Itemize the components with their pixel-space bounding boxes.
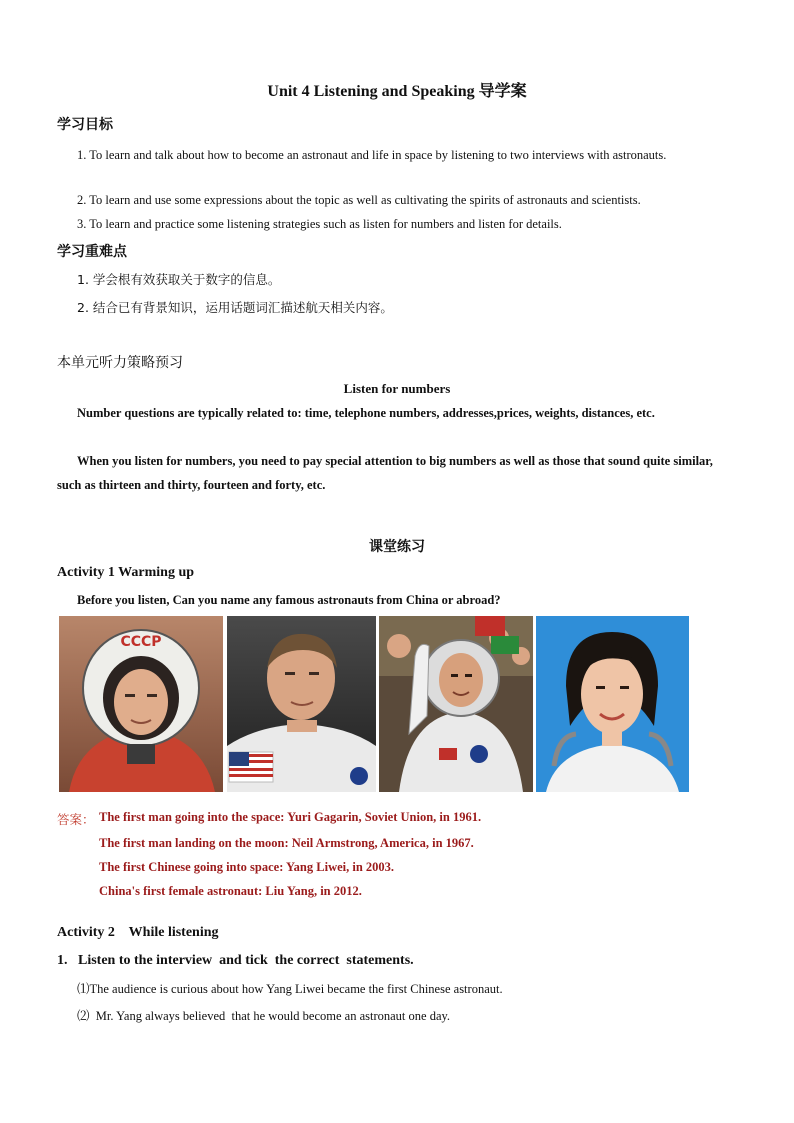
photo-armstrong — [227, 616, 376, 792]
answer-1: The first man going into the space: Yuri Gagarin, Soviet Union, in 1961. — [99, 810, 482, 824]
key-point-2: 2. 结合已有背景知识，运用话题词汇描述航天相关内容。 — [77, 300, 393, 315]
photo-yang-liwei — [379, 616, 533, 792]
activity1-heading: Activity 1 Warming up — [57, 565, 195, 580]
statement-2: ⑵ Mr. Yang always believed that he would become an astronaut one day. — [77, 1009, 451, 1023]
photo-gagarin — [59, 616, 223, 792]
activity2-heading: Activity 2 While listening — [57, 925, 219, 940]
photo-liu-yang — [536, 616, 689, 792]
page-title: Unit 4 Listening and Speaking 导学案 — [267, 83, 527, 100]
goal-item-1: 1. To learn and talk about how to become an astronaut and life in space by listening to two interviews with astronauts. — [77, 148, 667, 162]
activity1-question: Before you listen, Can you name any famous astronauts from China or abroad? — [77, 593, 501, 607]
strategy-paragraph-1: Number questions are typically related to: time, telephone numbers, addresses,prices, weights, distances, etc. — [77, 406, 655, 420]
answer-label: 答案： — [57, 812, 95, 827]
helmet-lettering: CCCP — [120, 634, 162, 650]
goals-heading: 学习目标 — [57, 117, 113, 133]
strategy-heading: 本单元听力策略预习 — [57, 355, 183, 371]
goal-item-3: 3. To learn and practice some listening strategies such as listen for numbers and listen for details. — [77, 217, 562, 231]
answer-3: The first Chinese going into space: Yang Liwei, in 2003. — [99, 860, 395, 874]
key-point-1: 1. 学会根有效获取关于数字的信息。 — [77, 272, 281, 287]
answer-2: The first man landing on the moon: Neil Armstrong, America, in 1967. — [99, 836, 474, 850]
goal-item-2: 2. To learn and use some expressions about the topic as well as cultivating the spirits of astronauts and scientists. — [77, 193, 641, 207]
strategy-subtitle: Listen for numbers — [343, 381, 451, 396]
statement-1: ⑴The audience is curious about how Yang Liwei became the first Chinese astronaut. — [77, 982, 503, 996]
activity2-task: 1. Listen to the interview and tick the correct statements. — [57, 953, 414, 968]
strategy-paragraph-2: When you listen for numbers, you need to pay special attention to big numbers as well as those that sound quite similar, such as thirteen and thirty, fourteen and forty, etc. — [57, 454, 713, 492]
key-points-heading: 学习重难点 — [57, 244, 127, 260]
answer-4: China's first female astronaut: Liu Yang, in 2012. — [99, 884, 362, 898]
practice-heading: 课堂练习 — [369, 539, 425, 555]
